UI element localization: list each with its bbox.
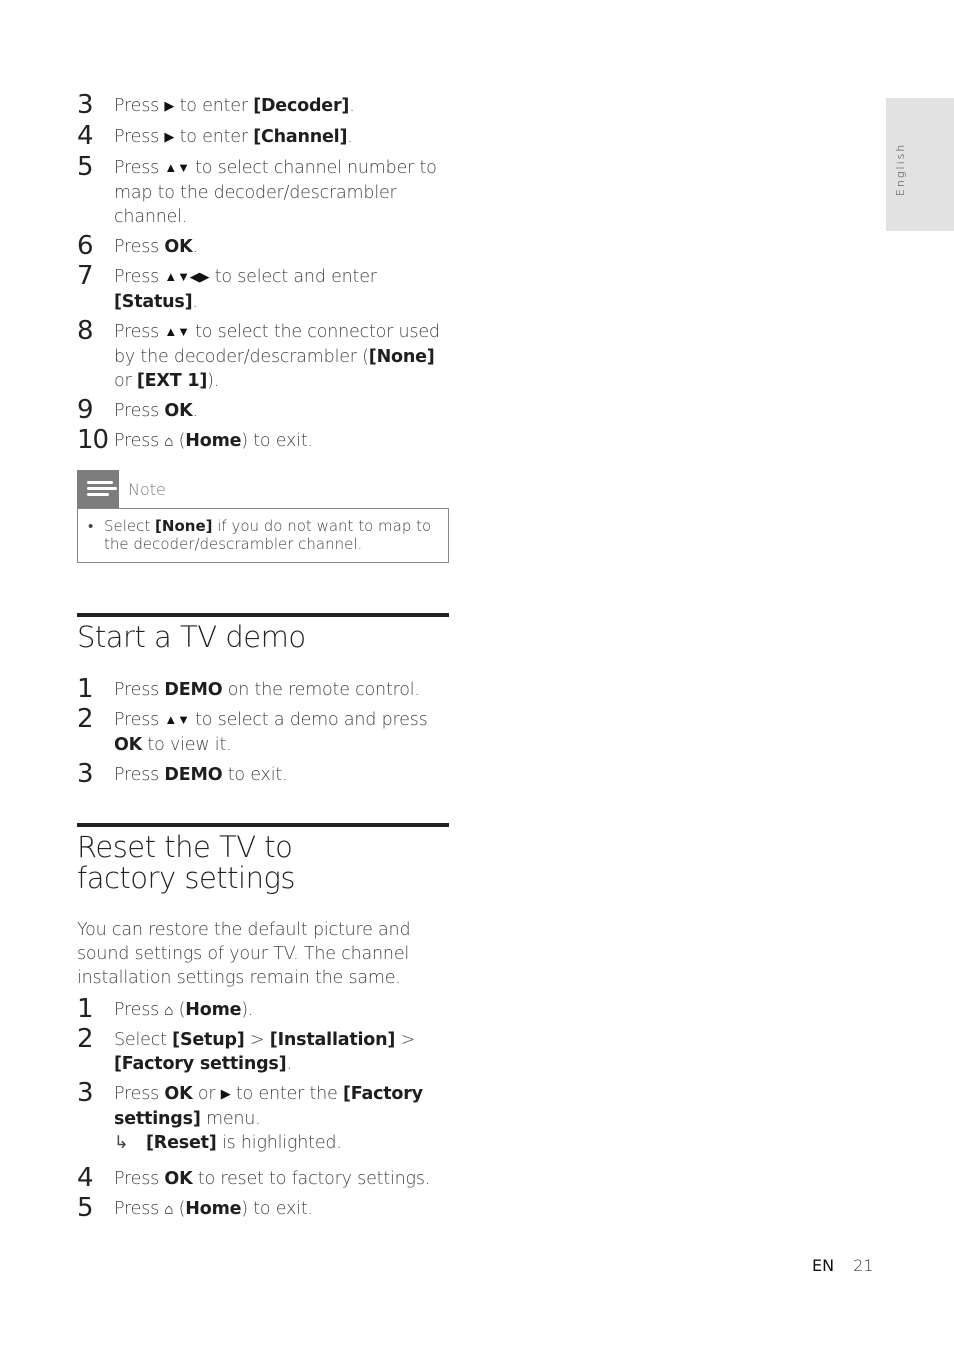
step-7 bbox=[77, 261, 449, 314]
menu-item-factory-settings: [Factory settings] bbox=[114, 1084, 423, 1129]
text: Press bbox=[114, 237, 165, 257]
note-block bbox=[77, 470, 449, 563]
step-10 bbox=[77, 425, 449, 455]
text: . bbox=[349, 96, 355, 116]
home-icon: ⌂ bbox=[164, 1200, 174, 1218]
step-number: 7 bbox=[77, 261, 94, 291]
menu-item-status: [Status] bbox=[114, 292, 193, 312]
menu-item-reset: [Reset] bbox=[146, 1133, 217, 1153]
text: to select the connector used by the decoder/descrambler ( bbox=[114, 322, 440, 367]
text: . bbox=[286, 1054, 292, 1074]
step-number: 2 bbox=[77, 1024, 94, 1054]
text: to select and enter bbox=[209, 267, 377, 287]
step-4 bbox=[77, 121, 449, 151]
reset-step-1 bbox=[77, 994, 449, 1024]
step-8 bbox=[77, 316, 449, 393]
demo-step-1 bbox=[77, 674, 449, 704]
text: > bbox=[244, 1030, 270, 1050]
section-factory-reset bbox=[77, 823, 449, 1221]
note-icon bbox=[77, 470, 119, 508]
step-result bbox=[114, 1131, 449, 1155]
ok-key: OK bbox=[164, 237, 193, 257]
text: ( bbox=[173, 1000, 186, 1020]
footer-language: EN bbox=[812, 1256, 835, 1275]
demo-step-2 bbox=[77, 704, 449, 757]
text: is highlighted. bbox=[216, 1133, 342, 1153]
menu-item-decoder: [Decoder] bbox=[253, 96, 350, 116]
step-number: 4 bbox=[77, 121, 94, 151]
demo-key: DEMO bbox=[164, 765, 223, 785]
text: to select channel number to map to the decoder/descrambler channel. bbox=[114, 158, 437, 227]
text: ). bbox=[241, 1000, 254, 1020]
text: . bbox=[192, 401, 198, 421]
home-key: Home bbox=[185, 1000, 242, 1020]
reset-step-4 bbox=[77, 1163, 449, 1193]
step-number: 3 bbox=[77, 90, 94, 120]
step-3 bbox=[77, 90, 449, 120]
text: Press bbox=[114, 680, 165, 700]
page-number: 21 bbox=[853, 1256, 874, 1275]
page-footer bbox=[812, 1256, 874, 1275]
ok-key: OK bbox=[164, 1084, 193, 1104]
result-arrow-icon: ↳ bbox=[114, 1133, 129, 1153]
text: Press bbox=[114, 96, 165, 116]
text: or bbox=[192, 1084, 221, 1104]
text: to enter bbox=[174, 96, 254, 116]
menu-item-setup: [Setup] bbox=[172, 1030, 245, 1050]
text: Press bbox=[114, 710, 165, 730]
text: if you do not want to map to the decoder/descrambler channel. bbox=[104, 517, 432, 553]
text: Press bbox=[114, 1084, 165, 1104]
text: ( bbox=[173, 1199, 186, 1219]
text: on the remote control. bbox=[222, 680, 420, 700]
reset-intro: You can restore the default picture and sound settings of your TV. The channel installation settings remain the same. bbox=[77, 920, 411, 988]
step-number: 8 bbox=[77, 316, 94, 346]
text: . bbox=[192, 292, 198, 312]
home-key: Home bbox=[185, 1199, 242, 1219]
ok-key: OK bbox=[164, 401, 193, 421]
step-number: 1 bbox=[77, 674, 94, 704]
step-number: 3 bbox=[77, 1078, 94, 1108]
text: to enter the bbox=[230, 1084, 343, 1104]
section-heading: Start a TV demo bbox=[77, 620, 306, 654]
option-none: [None] bbox=[155, 517, 213, 535]
navigation-arrows-icon: ▲▼◀▶ bbox=[164, 270, 210, 285]
text: Press bbox=[114, 158, 165, 178]
text: Press bbox=[114, 267, 165, 287]
step-9 bbox=[77, 395, 449, 425]
text: to enter bbox=[174, 127, 254, 147]
right-arrow-icon: ▶ bbox=[164, 130, 175, 145]
right-arrow-icon: ▶ bbox=[164, 99, 175, 114]
home-icon: ⌂ bbox=[164, 1001, 174, 1019]
text: ) to exit. bbox=[241, 1199, 313, 1219]
text: to exit. bbox=[222, 765, 288, 785]
right-arrow-icon: ▶ bbox=[220, 1087, 231, 1102]
demo-step-3 bbox=[77, 759, 449, 789]
section-start-demo bbox=[77, 613, 449, 787]
text: Press bbox=[114, 765, 165, 785]
text: Press bbox=[114, 1169, 165, 1189]
reset-step-5 bbox=[77, 1193, 449, 1223]
option-ext1: [EXT 1] bbox=[136, 371, 208, 391]
section-heading: Reset the TV to factory settings bbox=[77, 830, 295, 895]
language-tab bbox=[886, 98, 954, 231]
step-5 bbox=[77, 152, 449, 229]
note-header bbox=[77, 470, 449, 508]
step-number: 9 bbox=[77, 395, 94, 425]
menu-item-factory-settings: [Factory settings] bbox=[114, 1054, 287, 1074]
home-key: Home bbox=[185, 431, 242, 451]
step-number: 3 bbox=[77, 759, 94, 789]
bullet-icon: • bbox=[88, 517, 94, 535]
step-number: 2 bbox=[77, 704, 94, 734]
page-content bbox=[77, 90, 449, 1227]
text: Select bbox=[104, 517, 156, 535]
up-down-arrows-icon: ▲▼ bbox=[164, 325, 190, 340]
option-none: [None] bbox=[368, 347, 435, 367]
reset-step-3 bbox=[77, 1078, 449, 1155]
demo-key: DEMO bbox=[164, 680, 223, 700]
step-number: 1 bbox=[77, 994, 94, 1024]
text: > bbox=[395, 1030, 416, 1050]
up-down-arrows-icon: ▲▼ bbox=[164, 713, 190, 728]
text: ) to exit. bbox=[241, 431, 313, 451]
up-down-arrows-icon: ▲▼ bbox=[164, 161, 190, 176]
language-tab-label: English bbox=[894, 142, 907, 196]
home-icon: ⌂ bbox=[164, 432, 174, 450]
text: Press bbox=[114, 431, 165, 451]
note-title: Note bbox=[128, 479, 166, 499]
menu-item-installation: [Installation] bbox=[269, 1030, 396, 1050]
step-number: 6 bbox=[77, 231, 94, 261]
text: Press bbox=[114, 401, 165, 421]
decoder-steps bbox=[77, 90, 449, 455]
text: . bbox=[347, 127, 353, 147]
text: Press bbox=[114, 322, 165, 342]
text: to reset to factory settings. bbox=[192, 1169, 431, 1189]
step-number: 5 bbox=[77, 152, 94, 182]
text: to select a demo and press bbox=[189, 710, 428, 730]
text: Press bbox=[114, 127, 165, 147]
step-number: 5 bbox=[77, 1193, 94, 1223]
reset-step-2 bbox=[77, 1024, 449, 1076]
text: or bbox=[114, 371, 137, 391]
text: ). bbox=[207, 371, 220, 391]
text: to view it. bbox=[142, 735, 232, 755]
step-number: 4 bbox=[77, 1163, 94, 1193]
text: Press bbox=[114, 1199, 165, 1219]
text: menu. bbox=[200, 1109, 261, 1129]
text: ( bbox=[173, 431, 186, 451]
ok-key: OK bbox=[164, 1169, 193, 1189]
step-6 bbox=[77, 231, 449, 261]
step-number: 10 bbox=[77, 425, 109, 455]
text: Press bbox=[114, 1000, 165, 1020]
menu-item-channel: [Channel] bbox=[253, 127, 348, 147]
text: . bbox=[192, 237, 198, 257]
ok-key: OK bbox=[114, 735, 143, 755]
note-body bbox=[77, 508, 449, 563]
text: Select bbox=[114, 1030, 173, 1050]
